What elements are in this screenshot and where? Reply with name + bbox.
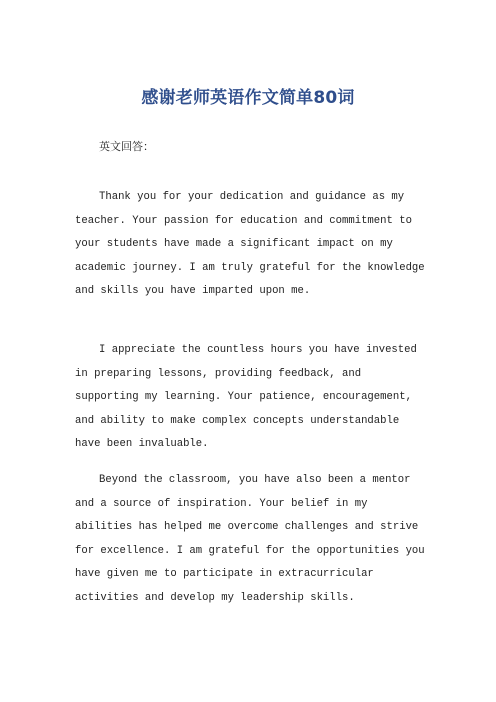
paragraph-2 [75,339,427,457]
section-label: 英文回答： [99,140,154,153]
paragraph-1-text: Thank you for your dedication and guidance as my teacher. Your passion for education and commitment to your students have made a significant impact on my academic journey. I am truly grateful for the knowledge and skills you have imparted upon me. [75,191,425,297]
paragraph-2-text: I appreciate the countless hours you have invested in preparing lessons, providing feedback, and supporting my learning. Your patience, encouragement, and ability to make complex concepts understandable have been invaluable. [75,344,417,450]
document-title: 感谢老师英语作文简单80词 [141,88,355,108]
paragraph-3-text: Beyond the classroom, you have also been a mentor and a source of inspiration. Your belief in my abilities has helped me overcome challenges and strive for excellence. I am grateful for the opportunities you have given me to participate in extracurricular activities and develop my leadership skills. [75,474,425,604]
paragraph-1 [75,186,427,304]
paragraph-3 [75,469,427,610]
